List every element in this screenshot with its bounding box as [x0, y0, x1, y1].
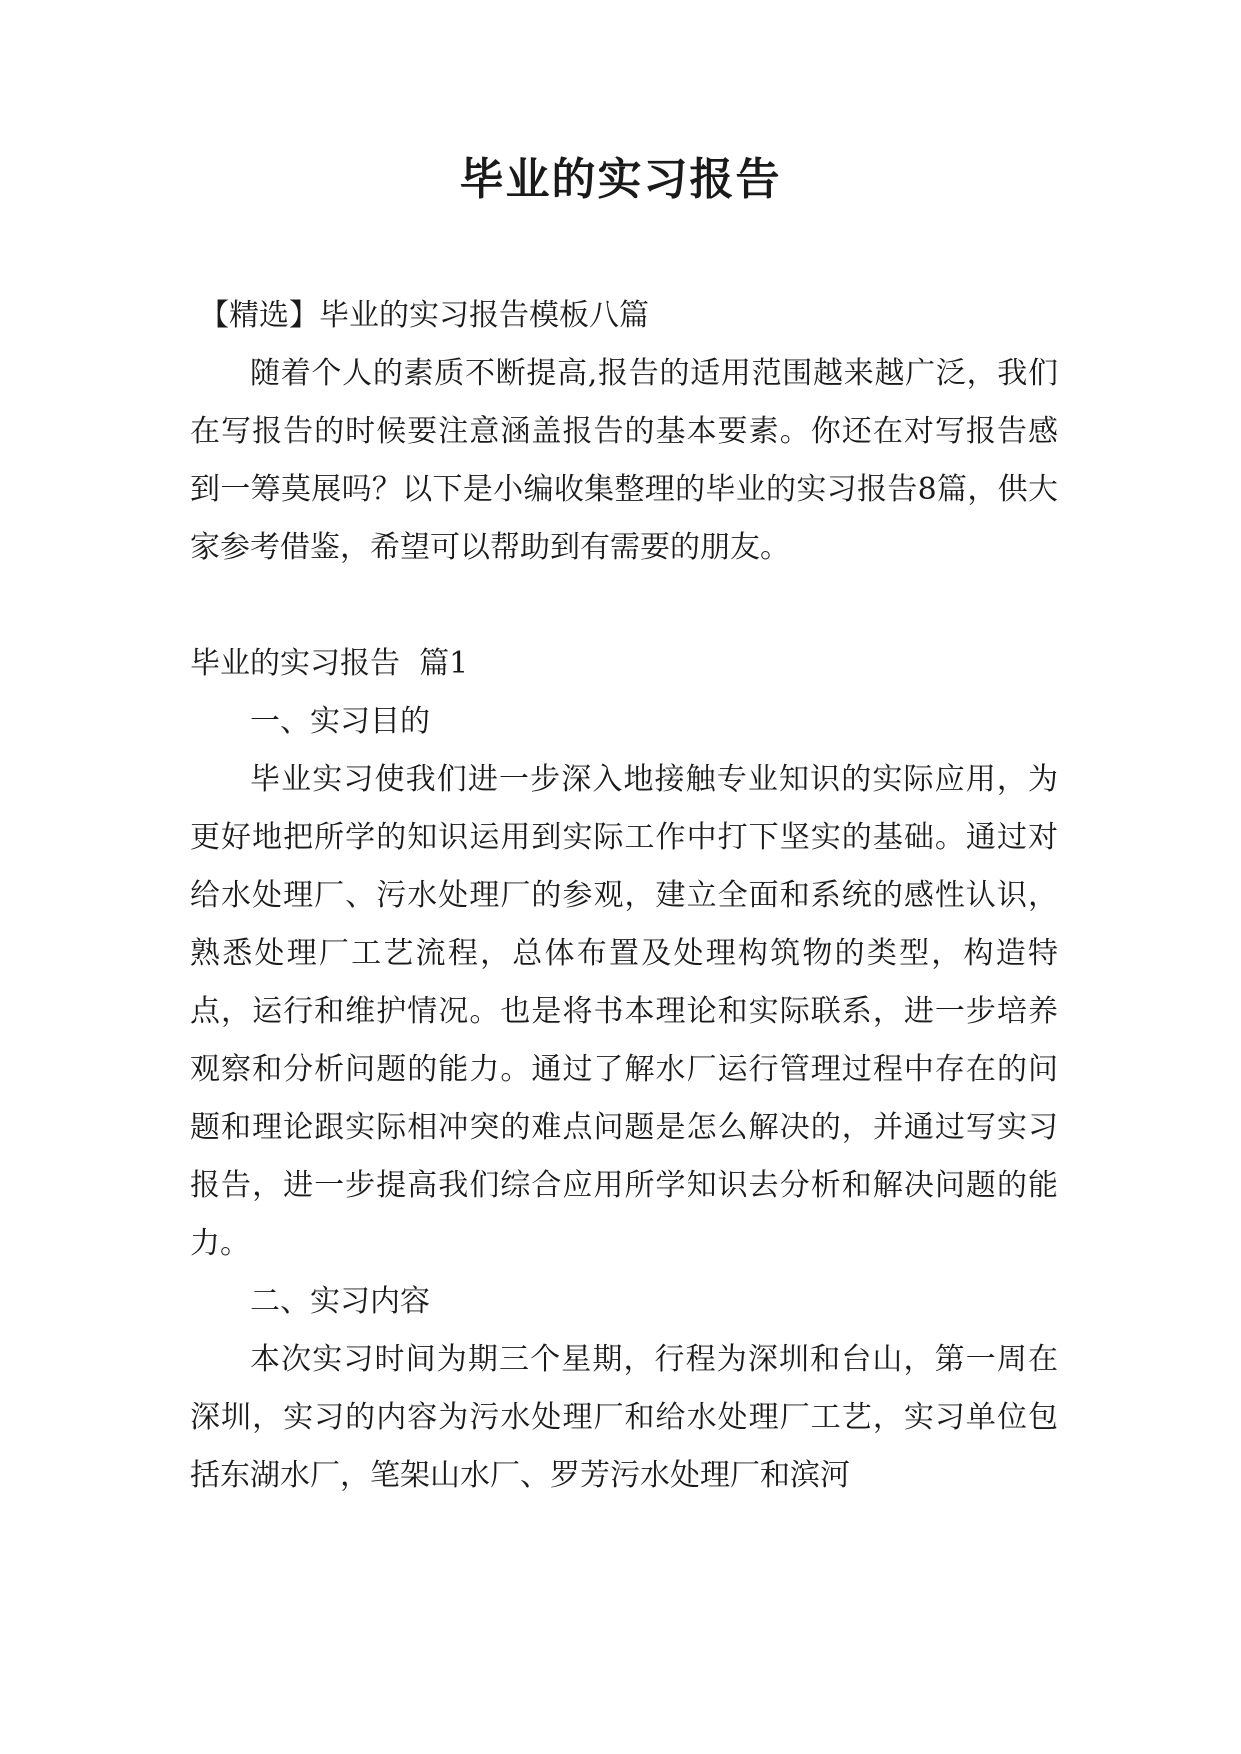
part2-heading: 二、实习内容 — [250, 1284, 430, 1319]
paragraph-spacer — [190, 577, 1058, 635]
document-title: 毕业的实习报告 — [459, 154, 782, 205]
intro-paragraph: 随着个人的素质不断提高,报告的适用范围越来越广泛，我们在写报告的时候要注意涵盖报告的基本要素。你还在对写报告感到一筹莫展吗？以下是小编收集整理的毕业的实习报告8篇，供大家参考借鉴，希望可以帮助到有需要的朋友。 — [190, 356, 1058, 565]
section-heading: 毕业的实习报告 篇1 — [190, 646, 469, 681]
part2-paragraph: 本次实习时间为期三个星期，行程为深圳和台山，第一周在深圳，实习的内容为污水处理厂和给水处理厂工艺，实习单位包括东湖水厂，笔架山水厂、罗芳污水处理厂和滨河 — [190, 1342, 1058, 1493]
document-subtitle: 【精选】毕业的实习报告模板八篇 — [199, 298, 649, 333]
part1-heading: 一、实习目的 — [250, 704, 430, 739]
part1-paragraph: 毕业实习使我们进一步深入地接触专业知识的实际应用，为更好地把所学的知识运用到实际工作中打下坚实的基础。通过对给水处理厂、污水处理厂的参观，建立全面和系统的感性认识，熟悉处理厂工艺流程，总体布置及处理构筑物的类型，构造特点，运行和维护情况。也是将书本理论和实际联系，进一步培养观察和分析问题的能力。通过了解水厂运行管理过程中存在的问题和理论跟实际相冲突的难点问题是怎么解决的，并通过写实习报告，进一步提高我们综合应用所学知识去分析和解决问题的能力。 — [190, 762, 1058, 1261]
document-body — [190, 287, 1058, 1505]
